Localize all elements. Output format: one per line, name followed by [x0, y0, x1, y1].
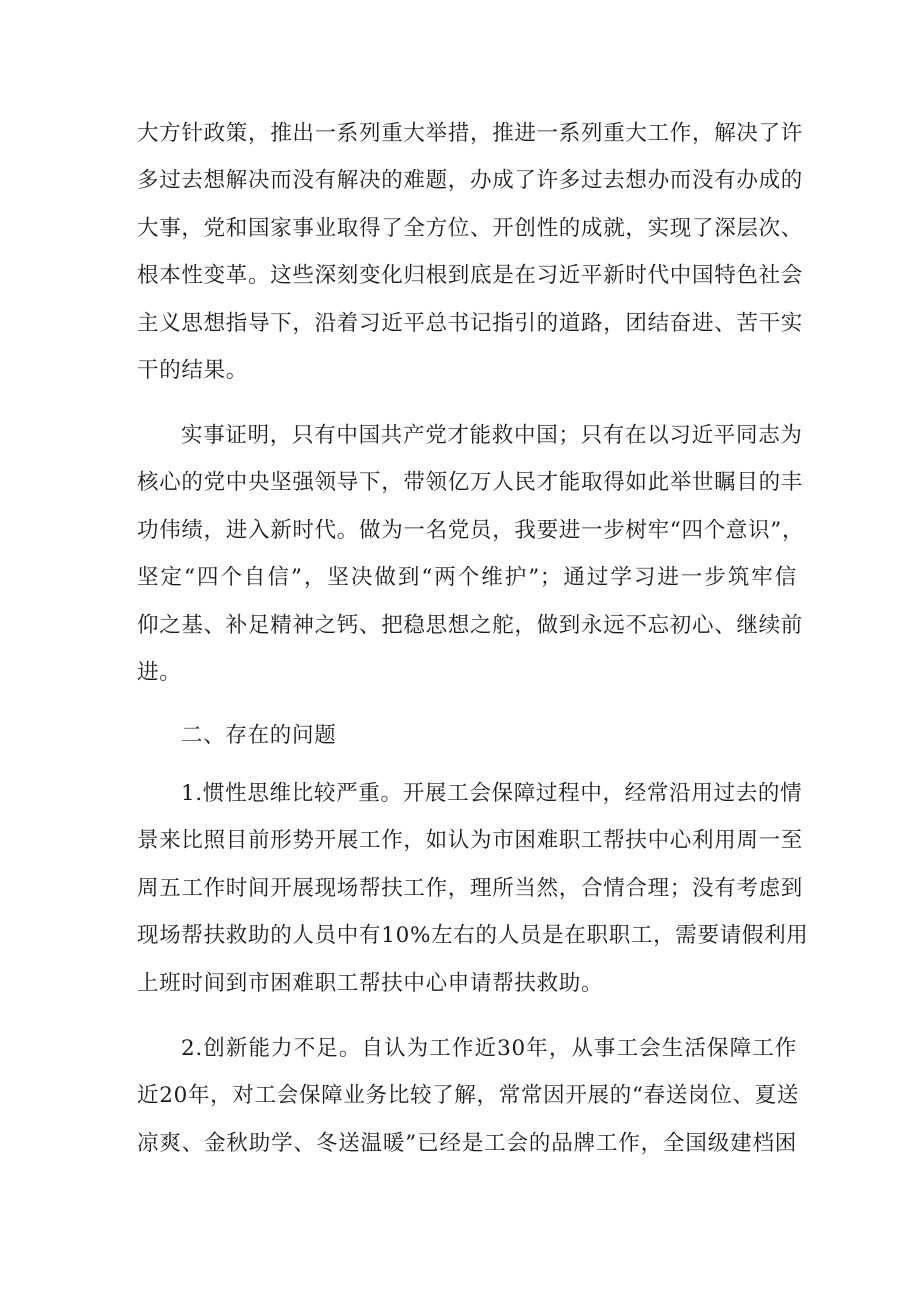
- section-heading: [137, 712, 797, 759]
- text-line: 核心的党中央坚强领导下，带领亿万人民才能取得如此举世瞩目的丰: [137, 470, 804, 496]
- text-line: 景来比照目前形势开展工作，如认为市困难职工帮扶中心利用周一至: [137, 828, 804, 854]
- text-line: 现场帮扶救助的人员中有10%左右的人员是在职职工，需要请假利用: [137, 923, 809, 949]
- problem-item-1: [137, 770, 809, 1007]
- text-line: 上班时间到市困难职工帮扶中心申请帮扶救助。: [137, 970, 604, 996]
- text-line: 实事证明，只有中国共产党才能救中国；只有在以习近平同志为: [181, 423, 803, 448]
- text-line: 大事，党和国家事业取得了全方位、开创性的成就，实现了深层次、: [137, 215, 804, 241]
- text-line: 进。: [137, 660, 182, 686]
- text-line: 坚定“四个自信”，坚决做到“两个维护”；通过学习进一步筑牢信: [137, 565, 797, 591]
- text-line: 根本性变革。这些深刻变化归根到底是在习近平新时代中国特色社会: [137, 263, 804, 289]
- text-line: 周五工作时间开展现场帮扶工作，理所当然，合情合理；没有考虑到: [137, 875, 804, 901]
- text-line: 主义思想指导下，沿着习近平总书记指引的道路，团结奋进、苦干实: [137, 310, 804, 336]
- text-line: 功伟绩，进入新时代。做为一名党员，我要进一步树牢“四个意识”，: [137, 517, 805, 543]
- paragraph-conclusion: [137, 412, 805, 696]
- text-line: 1.惯性思维比较严重。开展工会保障过程中，经常沿用过去的情: [181, 781, 803, 806]
- text-line: 仰之基、补足精神之钙、把稳思想之舵，做到永远不忘初心、继续前: [137, 612, 804, 638]
- text-line: 多过去想解决而没有解决的难题，办成了许多过去想办而没有办成的: [137, 168, 804, 194]
- paragraph-continued: [137, 110, 804, 394]
- text-line: 近20年，对工会保障业务比较了解，常常因开展的“春送岗位、夏送: [137, 1083, 800, 1109]
- text-line: 凉爽、金秋助学、冬送温暖”已经是工会的品牌工作，全国级建档困: [137, 1130, 797, 1156]
- section-heading-text: 二、存在的问题: [181, 723, 337, 748]
- problem-item-2: [137, 1025, 800, 1167]
- text-line: 干的结果。: [137, 358, 249, 384]
- text-line: 大方针政策，推出一系列重大举措，推进一系列重大工作，解决了许: [137, 121, 804, 146]
- text-line: 2.创新能力不足。自认为工作近30年，从事工会生活保障工作: [181, 1036, 797, 1061]
